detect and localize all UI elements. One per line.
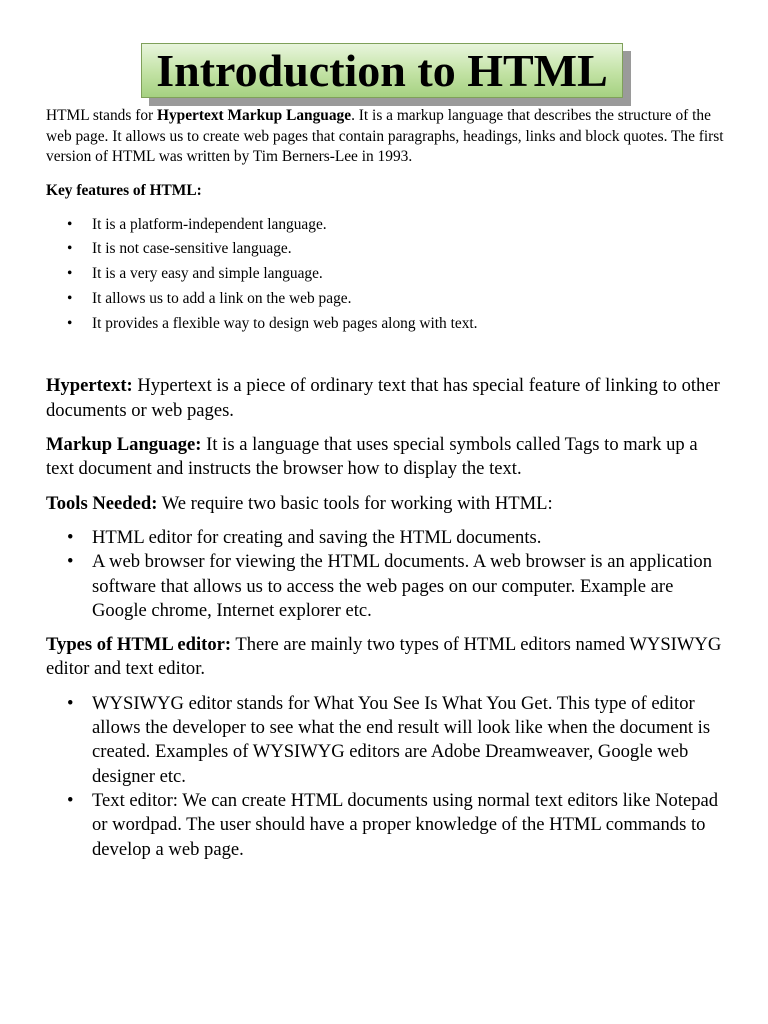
list-item bbox=[46, 287, 726, 312]
list-item-text: It allows us to add a link on the web page. bbox=[92, 289, 352, 307]
key-features-list bbox=[46, 213, 726, 337]
markup-label: Markup Language: bbox=[46, 434, 202, 456]
hypertext-text: Hypertext is a piece of ordinary text that has special feature of linking to other documents or web pages. bbox=[46, 375, 720, 421]
list-item bbox=[46, 550, 726, 623]
editor-types-label: Types of HTML editor: bbox=[46, 634, 232, 656]
list-item-text: It is a very easy and simple language. bbox=[92, 265, 323, 283]
intro-prefix: HTML stands for bbox=[46, 107, 157, 124]
bullet-icon: • bbox=[67, 789, 74, 811]
intro-term: Hypertext Markup Language bbox=[157, 107, 352, 124]
editor-types-text: There are mainly two types of HTML editors named WYSIWYG editor and text editor. bbox=[46, 634, 722, 680]
bullet-icon: • bbox=[67, 265, 73, 283]
bullet-icon: • bbox=[67, 215, 73, 233]
tools-list bbox=[46, 526, 726, 623]
markup-paragraph bbox=[46, 433, 726, 482]
document-body bbox=[46, 106, 726, 862]
title-box bbox=[141, 43, 623, 98]
bullet-icon: • bbox=[67, 314, 73, 332]
list-item bbox=[46, 789, 726, 862]
bullet-icon: • bbox=[67, 551, 74, 573]
markup-text: It is a language that uses special symbols called Tags to mark up a text document and instructs the browser how to display the text. bbox=[46, 434, 698, 480]
list-item-text: HTML editor for creating and saving the HTML documents. bbox=[92, 526, 542, 548]
list-item-text: Text editor: We can create HTML documents using normal text editors like Notepad or wordpad. The user should have a proper knowledge of the HTML commands to develop a web page. bbox=[92, 789, 719, 860]
tools-text: We require two basic tools for working with HTML: bbox=[157, 492, 553, 514]
page-title: Introduction to HTML bbox=[156, 44, 608, 96]
bullet-icon: • bbox=[67, 526, 74, 548]
bullet-icon: • bbox=[67, 692, 74, 714]
hypertext-label: Hypertext: bbox=[46, 375, 133, 397]
hypertext-paragraph bbox=[46, 374, 726, 423]
list-item bbox=[46, 262, 726, 287]
bullet-icon: • bbox=[67, 240, 73, 258]
editor-types-list bbox=[46, 692, 726, 862]
tools-paragraph bbox=[46, 492, 726, 516]
list-item bbox=[46, 692, 726, 789]
list-item-text: A web browser for viewing the HTML documents. A web browser is an application software that allows us to access the web pages on our computer. Example are Google chrome, Internet explorer etc. bbox=[92, 551, 713, 621]
key-features-heading: Key features of HTML: bbox=[46, 181, 202, 199]
intro-paragraph bbox=[46, 106, 726, 168]
list-item bbox=[46, 526, 726, 550]
list-item-text: It provides a flexible way to design web pages along with text. bbox=[92, 314, 478, 332]
tools-label: Tools Needed: bbox=[46, 492, 158, 514]
editor-types-paragraph bbox=[46, 633, 726, 682]
title-banner bbox=[141, 43, 623, 98]
list-item-text: WYSIWYG editor stands for What You See Is What You Get. This type of editor allows the developer to see what the end result will look like when the document is created. Examples of WYSIWYG editors are Adobe Dreamweaver, Google web designer etc. bbox=[92, 692, 711, 787]
list-item-text: It is not case-sensitive language. bbox=[92, 240, 292, 258]
list-item bbox=[46, 312, 726, 337]
bullet-icon: • bbox=[67, 289, 73, 307]
list-item bbox=[46, 213, 726, 238]
intro-suffix: . It is a markup language that describes the structure of the web page. It allows us to create web pages that contain paragraphs, headings, links and block quotes. The first version of HTML was written by Tim Berners-Lee in 1993. bbox=[46, 107, 724, 165]
list-item-text: It is a platform-independent language. bbox=[92, 215, 327, 233]
list-item bbox=[46, 237, 726, 262]
